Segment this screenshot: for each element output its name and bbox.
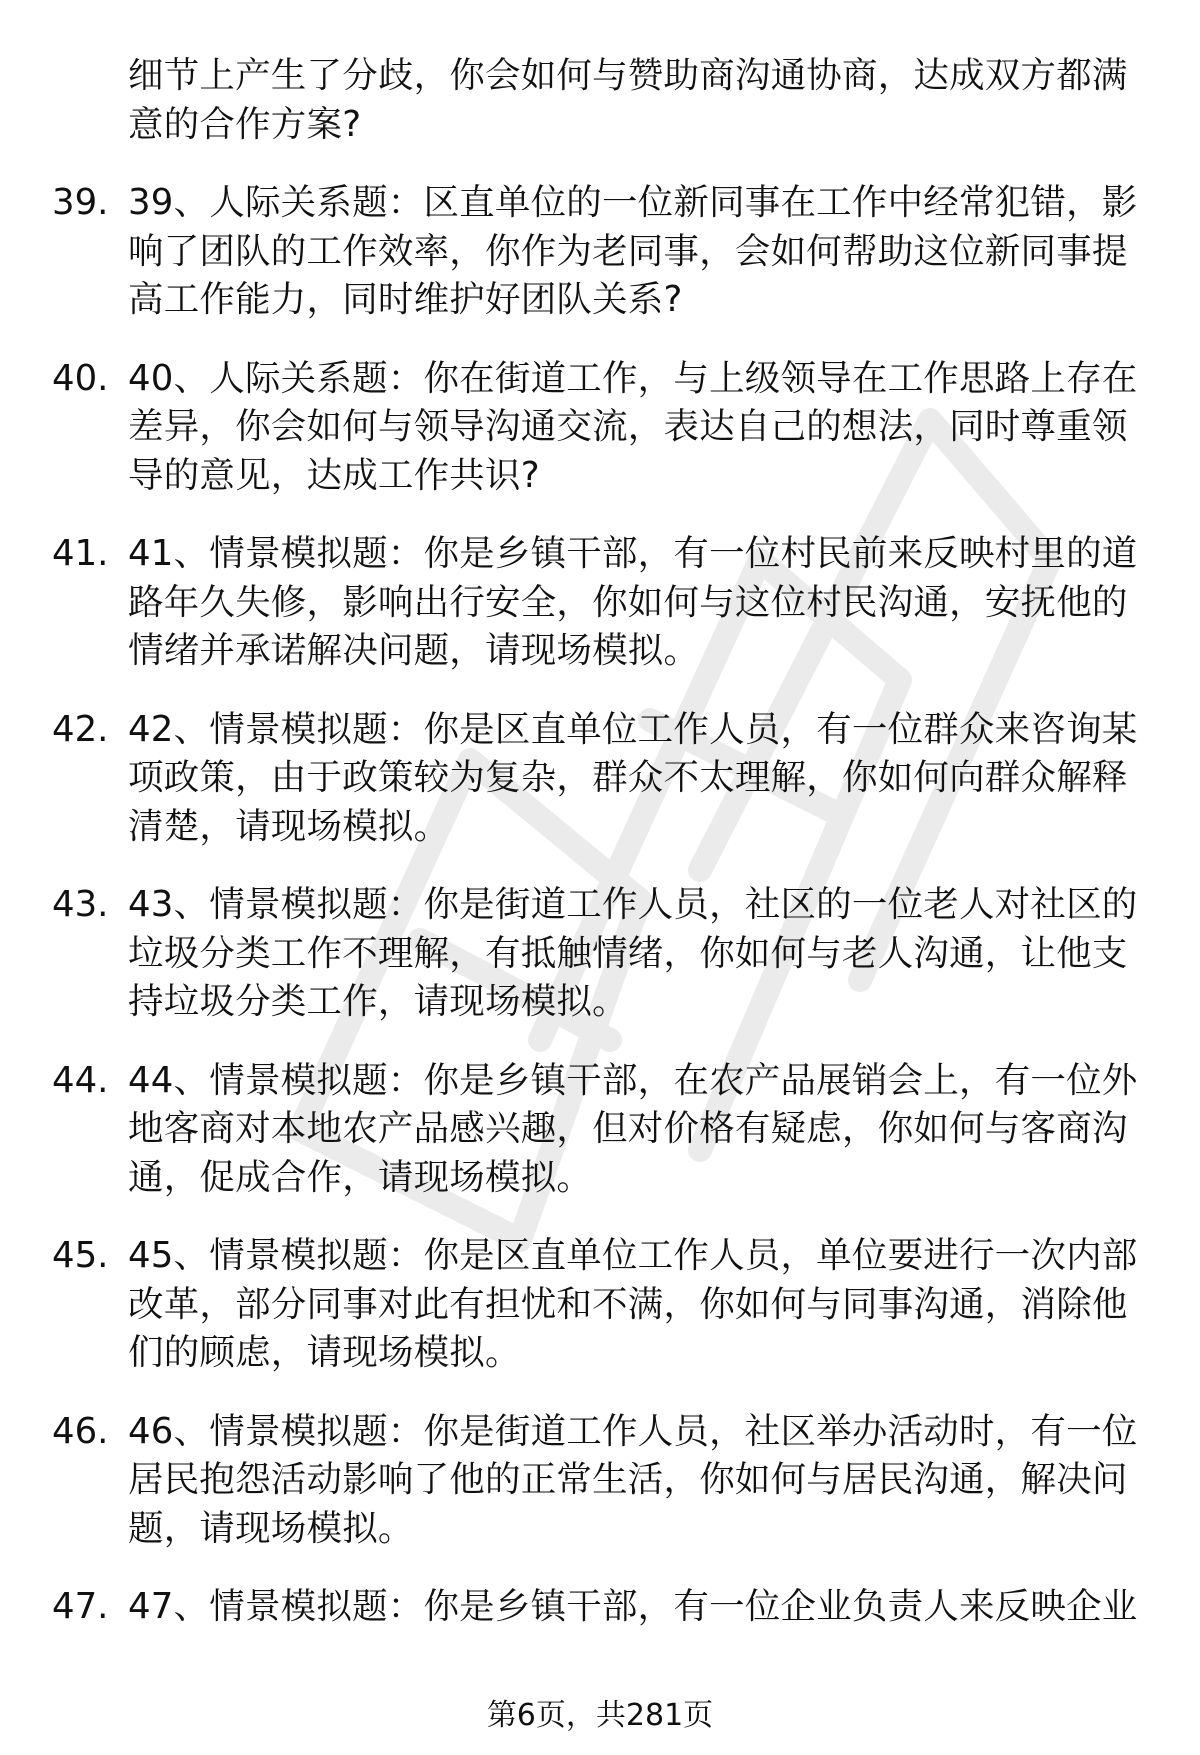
question-number: 45. (52, 1235, 109, 1276)
question-text: 39、人际关系题：区直单位的一位新同事在工作中经常犯错，影响了团队的工作效率，你作为老同事，会如何帮助这位新同事提高工作能力，同时维护好团队关系? (128, 182, 1138, 320)
question-text: 44、情景模拟题：你是乡镇干部，在农产品展销会上，有一位外地客商对本地农产品感兴趣，但对价格有疑虑，你如何与客商沟通，促成合作，请现场模拟。 (128, 1059, 1138, 1198)
question-item-45 (0, 1232, 1200, 1378)
question-number: 43. (52, 884, 109, 925)
question-item-44 (0, 1057, 1200, 1203)
question-item-43 (0, 881, 1200, 1027)
document-content (0, 52, 1200, 1662)
question-item-47 (0, 1583, 1200, 1632)
question-text: 47、情景模拟题：你是乡镇干部，有一位企业负责人来反映企业 (128, 1586, 1138, 1627)
question-item-46 (0, 1408, 1200, 1554)
question-number: 46. (52, 1410, 109, 1452)
question-number: 44. (52, 1059, 109, 1101)
question-text: 46、情景模拟题：你是街道工作人员，社区举办活动时，有一位居民抱怨活动影响了他的正常生活，你如何与居民沟通，解决问题，请现场模拟。 (128, 1410, 1138, 1549)
question-item-40 (0, 355, 1200, 501)
question-item-39 (0, 179, 1200, 325)
question-number: 39. (52, 182, 109, 223)
question-text: 45、情景模拟题：你是区直单位工作人员，单位要进行一次内部改革，部分同事对此有担忧和不满，你如何与同事沟通，消除他们的顾虑，请现场模拟。 (128, 1235, 1138, 1373)
question-text: 42、情景模拟题：你是区直单位工作人员，有一位群众来咨询某项政策，由于政策较为复杂，群众不太理解，你如何向群众解释清楚，请现场模拟。 (128, 708, 1138, 847)
question-number: 41. (52, 533, 109, 574)
question-number: 40. (52, 357, 109, 399)
question-text: 41、情景模拟题：你是乡镇干部，有一位村民前来反映村里的道路年久失修，影响出行安全，你如何与这位村民沟通，安抚他的情绪并承诺解决问题，请现场模拟。 (128, 533, 1138, 671)
question-text: 43、情景模拟题：你是街道工作人员，社区的一位老人对社区的垃圾分类工作不理解，有抵触情绪，你如何与老人沟通，让他支持垃圾分类工作，请现场模拟。 (128, 884, 1138, 1022)
question-item-41 (0, 530, 1200, 676)
question-number: 47. (52, 1586, 109, 1627)
question-text: 40、人际关系题：你在街道工作，与上级领导在工作思路上存在差异，你会如何与领导沟通交流，表达自己的想法，同时尊重领导的意见，达成工作共识? (128, 357, 1138, 496)
question-number: 42. (52, 708, 109, 750)
continued-paragraph: 细节上产生了分歧，你会如何与赞助商沟通协商，达成双方都满意的合作方案? (128, 55, 1128, 145)
question-item-42 (0, 706, 1200, 852)
page-footer: 第6页，共281页 (486, 1698, 714, 1733)
